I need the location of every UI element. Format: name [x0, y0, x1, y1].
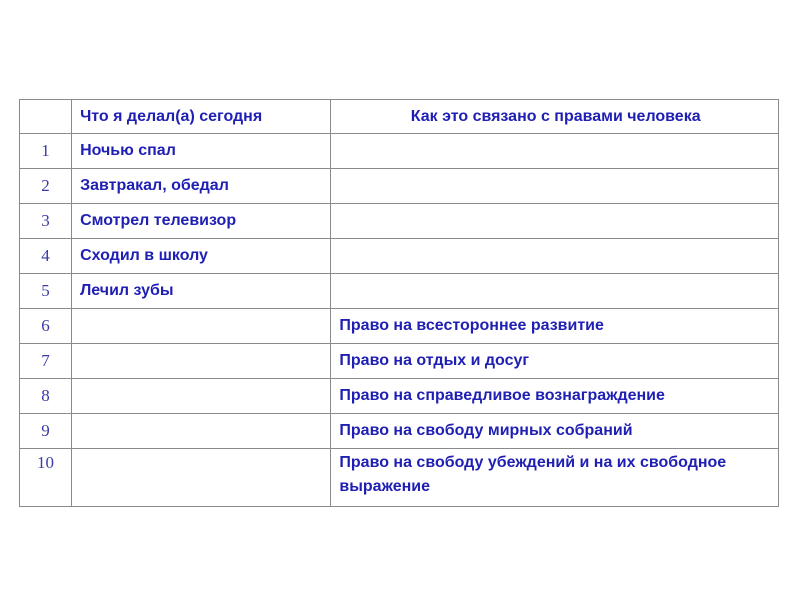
row-number-cell: 2 [20, 169, 72, 204]
table-row [20, 344, 779, 379]
table-row [20, 134, 779, 169]
activity-cell [72, 344, 331, 379]
row-number-cell: 10 [20, 449, 72, 507]
header-rights-cell: Как это связано с правами человека [331, 100, 779, 134]
table-row [20, 274, 779, 309]
table-header-row [20, 100, 779, 134]
activity-cell [72, 449, 331, 507]
row-number-cell: 5 [20, 274, 72, 309]
row-number-cell: 4 [20, 239, 72, 274]
activity-cell: Ночью спал [72, 134, 331, 169]
rights-cell: Право на справедливое вознаграждение [331, 379, 779, 414]
table-row [20, 169, 779, 204]
rights-cell [331, 239, 779, 274]
row-number-cell: 8 [20, 379, 72, 414]
rights-activity-table [19, 99, 779, 507]
activity-cell [72, 414, 331, 449]
table-row [20, 309, 779, 344]
table-row [20, 379, 779, 414]
table-row [20, 239, 779, 274]
activity-cell: Лечил зубы [72, 274, 331, 309]
rights-cell [331, 169, 779, 204]
activity-cell [72, 379, 331, 414]
row-number-cell: 9 [20, 414, 72, 449]
rights-cell: Право на свободу мирных собраний [331, 414, 779, 449]
activity-cell [72, 309, 331, 344]
row-number-cell: 3 [20, 204, 72, 239]
rights-cell [331, 204, 779, 239]
activity-cell: Завтракал, обедал [72, 169, 331, 204]
table-row [20, 449, 779, 507]
rights-cell [331, 274, 779, 309]
table-row [20, 414, 779, 449]
header-activity-cell: Что я делал(а) сегодня [72, 100, 331, 134]
activity-cell: Сходил в школу [72, 239, 331, 274]
rights-cell: Право на свободу убеждений и на их свободное выражение [331, 449, 779, 507]
rights-cell: Право на отдых и досуг [331, 344, 779, 379]
row-number-cell: 6 [20, 309, 72, 344]
header-number-cell [20, 100, 72, 134]
activity-cell: Смотрел телевизор [72, 204, 331, 239]
table-row [20, 204, 779, 239]
rights-cell [331, 134, 779, 169]
row-number-cell: 1 [20, 134, 72, 169]
rights-cell: Право на всестороннее развитие [331, 309, 779, 344]
row-number-cell: 7 [20, 344, 72, 379]
